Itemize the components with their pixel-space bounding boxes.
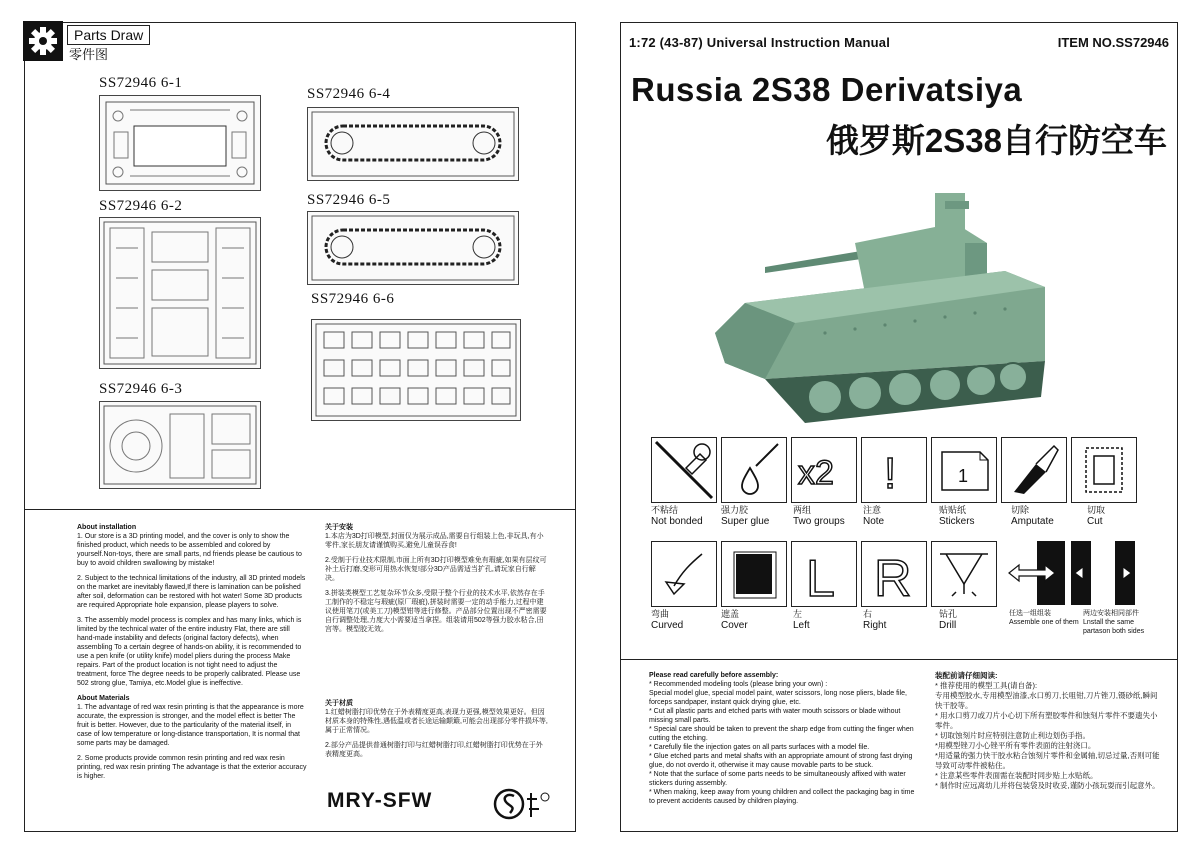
install-paragraph: 3. The assembly model process is complex and has many links, which is limited by the technical water of the entire industry Flat, there are still hand-made instability and defects (original factory defects), when assembling To a certain degree of hands-on ability, it is recommended to use a pen knife (or utility knife) model pliers during the process Make repairs. Part of the product location is not tight need to adjust the treatment, force The degree needs to be properly calibrated. Please use 502 strong glue, Tamiya, etc.Model glue is ineffective. [77,617,302,687]
parts-draw-title: Parts Draw [67,25,150,45]
cover-icon [721,541,787,607]
note-icon [861,437,927,503]
symbol-caption: 切除 Amputate [1011,505,1054,527]
product-title-en: Russia 2S38 Derivatsiya [631,71,1023,108]
install-paragraph-cn: 2.受制于行业技术限制,市面上所有3D打印模型难免有瑕疵,如果有层纹可补土后打磨,变形可用热水恢复!部分3D产品需适当扩孔,请玩家自行解决。 [325,557,547,582]
sprue-6-3-drawing [99,401,261,489]
symbol-caption: 两边安装相同部件 Lnstall the same partason both sides [1083,610,1145,635]
sprue-6-2-drawing [99,217,261,369]
cut-icon [1071,437,1137,503]
instruction-line: * When making, keep away from young children and collect the packaging bag in time to prevent accidents caused by children playing. [649,789,915,805]
instruction-line: * Cut all plastic parts and etched parts with water mouth scissors or blade without missing small parts. [649,708,901,724]
install-paragraph-cn: 3.拼装类模型工艺复杂环节众多,受限于整个行业的技术水平,依然存在手工制作的不稳定与瑕疵(原厂瑕疵),拼装时需要一定的动手能力,过程中建议使用笔刀(或美工刀)模型钳等进行修整。产品部分位置出现不严密需要自行调整处理,力度大小需要适当拿捏。组装请用502等强力胶水粘合,田宫等。模型胶无效。 [325,590,547,633]
sprue-6-6-drawing [311,319,521,421]
materials-paragraph-cn: 2.部分产品提供普通树脂打印与红蜡树脂打印,红蜡树脂打印优势在于外表精度更高。 [325,742,543,758]
instruction-line: * Glue etched parts and metal shafts with an appropriate amount of strong fast drying glue, do not overdo it, otherwise it may cause movable parts to be stuck. [649,753,913,769]
instruction-line: * Recommended modeling tools (please bring your own) : [649,681,828,688]
drill-icon [931,541,997,607]
brand-emblem-icon [493,787,553,821]
sprue-6-1-drawing [99,95,261,191]
instructions-title-cn: 装配前请仔细阅读: [935,671,998,680]
install-both-sides-icon [1071,541,1135,605]
super-glue-icon [721,437,787,503]
curved-icon [651,541,717,607]
symbol-caption: 任选一组组装 Assemble one of them [1009,610,1079,626]
sprue-label: SS72946 6-1 [99,75,183,91]
materials-title: About Materials [77,695,130,702]
instruction-line-cn: * 推荐使用的模型工具(请自备): [935,681,1038,690]
install-notes-cn [325,523,549,640]
symbol-caption: 强力胶 Super glue [721,505,770,527]
manual-header: 1:72 (43-87) Universal Instruction Manual [629,35,891,50]
instruction-line-cn: * 用水口剪刀或刀片小心切下所有塑胶零件和蚀刻片零件不要遗失小零件。 [935,711,1158,730]
install-notes-en [77,523,307,787]
sprue-label: SS72946 6-5 [307,192,391,208]
two-groups-icon [791,437,857,503]
symbol-caption: 右 Right [863,609,887,631]
symbol-caption: 贴贴纸 Stickers [939,505,975,527]
section-divider [621,659,1177,660]
symbol-caption: 遮盖 Cover [721,609,748,631]
sprue-6-4-drawing [307,107,519,181]
symbol-caption: 注意 Note [863,505,885,527]
symbol-caption: 切取 Cut [1087,505,1106,527]
symbol-caption: 不粘结 Not bonded [651,505,703,527]
instruction-line-cn: * 切取蚀刻片时应特别注意防止利边划伤手指。 [935,731,1091,740]
instruction-line: Special model glue, special model paint, water scissors, long nose pliers, blade file, forceps sandpaper, instant quick drying glue, etc. [649,690,907,706]
materials-paragraph: 1. The advantage of red wax resin printing is that the appearance is more accurate, the expression is stronger, and the model effect is better The fruit is better. However, due to the particularity of the material itself, in case of low temperature or long-distance transportation, It is normal that some parts may be damaged. [77,704,304,747]
instruction-line-cn: *用模型锉刀小心锉平所有零件表面的注射浇口。 [935,741,1096,750]
brand-logo-text: MRY-SFW [327,789,433,812]
materials-paragraph: 2. Some products provide common resin printing and red wax resin printing, red wax resin printing The advantage is that the exterior accuracy is higher. [77,755,307,780]
install-paragraph: 1. Our store is a 3D printing model, and the cover is only to show the finished product, which needs to be assembled and colored by yourself.Non-toys, there are small parts, nd friends please be cautious to buy to avoid children swallowing by mistake! [77,533,302,567]
instruction-line-cn: 专用模型胶水,专用模型油漆,水口剪刀,长咀钳,刀片锉刀,镊砂纸,瞬间快干胶等。 [935,691,1158,710]
install-paragraph: 2. Subject to the technical limitations of the industry, all 3D printed models on the market are inevitably flawed,If there is lamination can be polished after soil, deformation can be restored with hot water! Some 3D products are required Appropriate hole expansion, please players to solve. [77,575,306,609]
instruction-line: * Carefully file the injection gates on all parts surfaces with a model file. [649,744,870,751]
symbol-caption: 弯曲 Curved [651,609,684,631]
parts-draw-page [24,22,576,832]
instructions-title: Please read carefully before assembly: [649,672,779,679]
materials-notes-cn [325,699,549,765]
instruction-page [620,22,1178,832]
not-bonded-icon [651,437,717,503]
instruction-line: * Special care should be taken to prevent the sharp edge from cutting the finger when cutting the etching. [649,726,914,742]
materials-title-cn: 关于材质 [325,700,353,707]
note-glyph: ! [884,449,897,498]
left-glyph: L [806,550,835,606]
right-icon [861,541,927,607]
section-divider [25,509,575,510]
symbol-caption: 左 Left [793,609,810,631]
stickers-icon [931,437,997,503]
instruction-line: * Note that the surface of some parts needs to be simultaneously affixed with water stickers during assembly. [649,771,906,787]
symbol-caption: 钻孔 Drill [939,609,958,631]
materials-paragraph-cn: 1.红蜡树脂打印优势在于外表精度更高,表现力更强,模型效果更好。但因材质本身的特殊性,遇低温或者长途运输颠簸,可能会出现部分零件损坏等,属于正常情况。 [325,709,548,734]
install-paragraph-cn: 1.本店为3D打印模型,封面仅为展示成品,需要自行组装上色,非玩具,有小零件,家长朋友请谨慎购买,避免儿童误吞食! [325,533,544,549]
product-title-cn: 俄罗斯2S38自行防空车 [825,122,1167,159]
sprue-6-5-drawing [307,211,519,285]
instruction-line-cn: * 制作时应远离幼儿并将包装袋及时收妥,谨防小孩玩耍而引起意外。 [935,781,1160,790]
two-groups-glyph: x2 [798,454,834,492]
stickers-glyph: 1 [958,466,969,486]
symbol-caption: 两组 Two groups [793,505,845,527]
sprue-label: SS72946 6-2 [99,198,183,214]
left-icon [791,541,857,607]
sprue-label: SS72946 6-6 [311,291,395,307]
sprue-label: SS72946 6-4 [307,86,391,102]
assembly-instructions-cn [935,671,1161,791]
right-glyph: R [874,550,912,606]
instruction-line-cn: * 注意某些零件表面需在装配时同步贴上水贴纸。 [935,771,1098,780]
tank-model-image [705,183,1055,433]
amputate-icon [1001,437,1067,503]
assemble-one-icon [1001,541,1065,605]
install-title: About installation [77,524,137,531]
install-title-cn: 关于安装 [325,524,353,531]
assembly-instructions-en [649,671,921,806]
parts-draw-subtitle: 零件图 [69,47,109,62]
item-number: ITEM NO.SS72946 [1057,35,1169,50]
gear-icon [23,21,63,61]
sprue-label: SS72946 6-3 [99,381,183,397]
instruction-line-cn: *用适量的强力快干胶水粘合蚀刻片零件和金属轴,切忌过量,否则可能导致可动零件被粘住。 [935,751,1160,770]
